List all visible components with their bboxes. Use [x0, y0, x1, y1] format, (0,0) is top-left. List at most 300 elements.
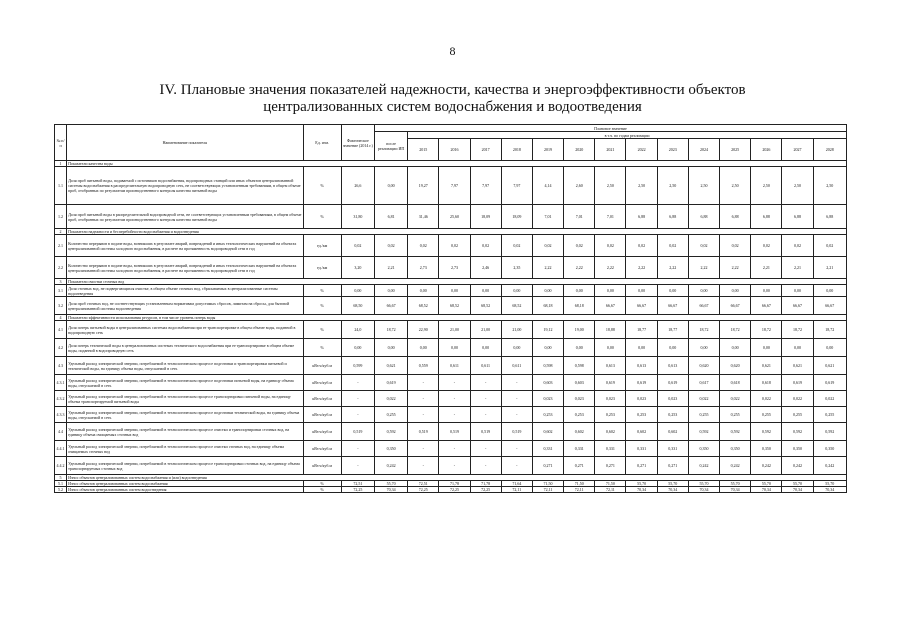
year-value: -	[470, 391, 501, 407]
year-value: 0,271	[595, 457, 626, 475]
unit-cell: кВт.ч/куб.м	[303, 357, 341, 375]
year-value: 0,02	[657, 235, 688, 257]
year-value: 0,602	[657, 423, 688, 441]
year-value: 0,611	[439, 357, 470, 375]
year-value: 66,67	[782, 297, 813, 315]
row-number: 3.1	[55, 285, 67, 297]
year-value: 18,72	[751, 321, 782, 339]
year-value: 0,02	[564, 235, 595, 257]
row-number: 5	[55, 475, 67, 481]
year-value: 0,00	[813, 339, 846, 357]
section-title: Износ объектов централизованных систем водоснабжения и (или) водоотведения	[67, 475, 847, 481]
year-value: 21,00	[501, 321, 532, 339]
header-year: 2020	[564, 139, 595, 161]
indicator-name: Удельный расход электрической энергии, потребляемой в технологическом процессе транспортировки сточных вод, на единицу объема транспортируемых сточных вод	[67, 457, 303, 475]
header-year: 2019	[532, 139, 563, 161]
year-value: 0,619	[626, 375, 657, 391]
year-value: 0,621	[751, 357, 782, 375]
year-value: 0,242	[688, 457, 719, 475]
year-value: 0,023	[626, 391, 657, 407]
year-value: 7,01	[564, 205, 595, 229]
year-value: 0,618	[720, 375, 751, 391]
year-value: 7,97	[439, 167, 470, 205]
table-row	[55, 487, 847, 493]
year-value: 55,70	[688, 481, 719, 487]
year-value: 71,78	[439, 481, 470, 487]
title-line-1: IV. Плановые значения показателей надежности, качества и энергоэффективности объектов	[159, 82, 746, 98]
year-value: 72,11	[595, 487, 626, 493]
year-value: 72,25	[408, 487, 439, 493]
row-number: 4.3.1	[55, 375, 67, 391]
year-value: 0,519	[408, 423, 439, 441]
year-value: 0,00	[439, 285, 470, 297]
year-value: 2,22	[532, 257, 563, 279]
year-value: 68,18	[532, 297, 563, 315]
indicator-name: Удельный расход электрической энергии, потребляемой в технологическом процессе очистки сточных вод, на единицу объема очищаемых сточных вод	[67, 441, 303, 457]
year-value: 0,602	[595, 423, 626, 441]
indicator-name: Доля сточных вод, не подвергающихся очистке, в общем объеме сточных вод, сбрасываемых в централизованные системы водоотведения	[67, 285, 303, 297]
year-value: 68,52	[408, 297, 439, 315]
year-value: 0,619	[782, 375, 813, 391]
year-value: 68,18	[564, 297, 595, 315]
year-value: 0,271	[564, 457, 595, 475]
year-value: -	[408, 457, 439, 475]
year-value: 18,77	[626, 321, 657, 339]
year-value: 0,519	[501, 423, 532, 441]
year-value: 0,02	[439, 235, 470, 257]
after-value: 0,00	[374, 339, 407, 357]
year-value: 0,022	[720, 391, 751, 407]
section-title: Показатели качества воды	[67, 161, 847, 167]
year-value: 70,34	[782, 487, 813, 493]
unit-cell: кВт.ч/куб.м	[303, 441, 341, 457]
fact-value: 72,25	[341, 487, 374, 493]
year-value: 0,271	[532, 457, 563, 475]
year-value: 2,22	[720, 257, 751, 279]
indicator-name: Удельный расход электрической энергии, потребляемой в технологическом процессе очистки и транспортировки сточных вод, на единицу объема очищаемых сточных вод	[67, 423, 303, 441]
year-value: -	[470, 457, 501, 475]
year-value: 6,88	[688, 205, 719, 229]
year-value: 2,22	[564, 257, 595, 279]
year-value: 0,255	[720, 407, 751, 423]
year-value: 0,255	[751, 407, 782, 423]
indicator-name: Доля проб питьевой воды, подаваемой с источников водоснабжения, водопроводных станций или иных объектов централизованной системы водоснабжения в распределительную водопроводную сеть, не соответствующих установленным требованиям, в общем объеме проб, отобранных по результатам производственного контроля качества питьевой воды	[67, 167, 303, 205]
after-value: 0,02	[374, 235, 407, 257]
table-row	[55, 285, 847, 297]
after-value: 0,242	[374, 457, 407, 475]
year-value: 0,350	[688, 441, 719, 457]
header-year: 2017	[470, 139, 501, 161]
year-value: 0,02	[720, 235, 751, 257]
year-value: 72,51	[408, 481, 439, 487]
year-value: 71,64	[501, 481, 532, 487]
table-row	[55, 457, 847, 475]
after-value: 0,255	[374, 407, 407, 423]
year-value: 0,592	[688, 423, 719, 441]
header-year: 2023	[657, 139, 688, 161]
year-value: 0,602	[532, 423, 563, 441]
year-value: -	[439, 375, 470, 391]
year-value: 70,34	[751, 487, 782, 493]
year-value: 0,253	[626, 407, 657, 423]
year-value: 0,00	[470, 339, 501, 357]
table-row	[55, 357, 847, 375]
fact-value: 0,00	[341, 339, 374, 357]
year-value: -	[470, 407, 501, 423]
table-row	[55, 235, 847, 257]
year-value: 18,77	[657, 321, 688, 339]
row-number: 3	[55, 279, 67, 285]
year-value: 68,52	[470, 297, 501, 315]
after-value: 55,70	[374, 481, 407, 487]
year-value: 0,613	[595, 357, 626, 375]
year-value: 19,27	[408, 167, 439, 205]
unit-cell: ед./км	[303, 257, 341, 279]
section-title: Показатели очистки сточных вод	[67, 279, 847, 285]
year-value: 0,331	[595, 441, 626, 457]
year-value: 0,022	[813, 391, 846, 407]
year-value: 0,00	[813, 285, 846, 297]
year-value: 0,242	[720, 457, 751, 475]
year-value: -	[439, 391, 470, 407]
year-value: 0,242	[813, 457, 846, 475]
year-value: 0,00	[595, 339, 626, 357]
year-value: 18,72	[720, 321, 751, 339]
year-value: 0,617	[688, 375, 719, 391]
year-value: 55,70	[751, 481, 782, 487]
section-title: Показатели эффективности использования ресурсов, в том числе уровень потерь воды	[67, 315, 847, 321]
year-value: 0,602	[564, 423, 595, 441]
year-value: 0,02	[470, 235, 501, 257]
year-value: 6,88	[626, 205, 657, 229]
after-value: 0,621	[374, 357, 407, 375]
header-year: 2015	[408, 139, 439, 161]
year-value: 0,255	[813, 407, 846, 423]
year-value: 0,022	[782, 391, 813, 407]
indicator-name: Удельный расход электрической энергии, потребляемой в технологическом процессе транспортировки питьевой воды, на единицу объема транспортируемой питьевой воды	[67, 391, 303, 407]
year-value: 0,613	[626, 357, 657, 375]
indicator-name: Износ объектов централизованных систем водоснабжения	[67, 481, 303, 487]
fact-value: -	[341, 457, 374, 475]
year-value: 0,602	[626, 423, 657, 441]
unit-cell: кВт.ч/куб.м	[303, 407, 341, 423]
after-value: 0,00	[374, 285, 407, 297]
row-number: 4.4.2	[55, 457, 67, 475]
year-value: 0,598	[564, 357, 595, 375]
year-value: 0,00	[626, 285, 657, 297]
year-value: 72,25	[439, 487, 470, 493]
year-value: 0,02	[626, 235, 657, 257]
year-value: 2,50	[813, 167, 846, 205]
year-value: 2,73	[408, 257, 439, 279]
row-number: 5.2	[55, 487, 67, 493]
year-value: 0,023	[657, 391, 688, 407]
year-value: 66,67	[720, 297, 751, 315]
year-value: 0,621	[782, 357, 813, 375]
year-value: 0,242	[782, 457, 813, 475]
year-value: 7,97	[501, 167, 532, 205]
year-value: 0,00	[751, 285, 782, 297]
after-value: 0,022	[374, 391, 407, 407]
year-value: 0,02	[595, 235, 626, 257]
indicator-name: Удельный расход электрической энергии, потребляемой в технологическом процессе подготовки питьевой воды, на единицу объема воды, отпускаемой в сеть	[67, 375, 303, 391]
year-value: 0,02	[782, 235, 813, 257]
after-value: 2,21	[374, 257, 407, 279]
year-value: 31,46	[408, 205, 439, 229]
year-value: 66,67	[813, 297, 846, 315]
year-value: 2,60	[564, 167, 595, 205]
year-value: 2,22	[626, 257, 657, 279]
after-value: 0,592	[374, 423, 407, 441]
indicator-name: Доля проб питьевой воды в распределительной водопроводной сети, не соответствующих установленным требованиям, в общем объеме проб, отобранных по результатам производственного контроля качества питьевой воды	[67, 205, 303, 229]
row-number: 4.3	[55, 357, 67, 375]
year-value: 66,67	[751, 297, 782, 315]
year-value: 6,88	[782, 205, 813, 229]
year-value: -	[408, 391, 439, 407]
year-value: 0,255	[688, 407, 719, 423]
header-year: 2016	[439, 139, 470, 161]
year-value: 4,14	[532, 167, 563, 205]
year-value: -	[439, 457, 470, 475]
year-value: 0,331	[657, 441, 688, 457]
year-value: 71,78	[470, 481, 501, 487]
year-value: 0,619	[657, 375, 688, 391]
year-value: 2,50	[657, 167, 688, 205]
year-value: -	[501, 441, 532, 457]
year-value: 0,592	[751, 423, 782, 441]
header-after: после реализации ИП	[374, 132, 407, 161]
year-value: 0,253	[564, 407, 595, 423]
row-number: 1.1	[55, 167, 67, 205]
year-value: 0,00	[751, 339, 782, 357]
row-number: 4.3.3	[55, 407, 67, 423]
table-row	[55, 167, 847, 205]
year-value: 0,598	[532, 357, 563, 375]
unit-cell: %	[303, 285, 341, 297]
table-row	[55, 257, 847, 279]
year-value: 18,09	[501, 205, 532, 229]
page-title	[130, 82, 775, 116]
row-number: 4.4.1	[55, 441, 67, 457]
table-row	[55, 375, 847, 391]
row-number: 5.1	[55, 481, 67, 487]
year-value: 0,619	[595, 375, 626, 391]
year-value: -	[408, 441, 439, 457]
year-value: 0,619	[813, 375, 846, 391]
unit-cell: %	[303, 205, 341, 229]
fact-value: -	[341, 391, 374, 407]
year-value: 0,00	[782, 285, 813, 297]
year-value: 0,253	[595, 407, 626, 423]
year-value: 0,255	[782, 407, 813, 423]
row-number: 1	[55, 161, 67, 167]
year-value: 0,613	[657, 357, 688, 375]
header-year: 2026	[751, 139, 782, 161]
header-year: 2022	[626, 139, 657, 161]
year-value: 0,331	[626, 441, 657, 457]
year-value: 55,70	[782, 481, 813, 487]
year-value: 2,46	[470, 257, 501, 279]
section-title: Показатели надежности и бесперебойности водоснабжения и водоотведения	[67, 229, 847, 235]
year-value: 0,00	[657, 285, 688, 297]
year-value: 0,271	[626, 457, 657, 475]
year-value: 55,70	[626, 481, 657, 487]
row-number: 4.3.2	[55, 391, 67, 407]
year-value: 70,34	[657, 487, 688, 493]
unit-cell: кВт.ч/куб.м	[303, 457, 341, 475]
year-value: 2,50	[782, 167, 813, 205]
year-value: 0,00	[532, 285, 563, 297]
year-value: -	[439, 407, 470, 423]
year-value: 18,72	[688, 321, 719, 339]
year-value: 19,00	[564, 321, 595, 339]
year-value: -	[470, 441, 501, 457]
year-value: 2,50	[720, 167, 751, 205]
year-value: 55,70	[657, 481, 688, 487]
year-value: 72,11	[532, 487, 563, 493]
year-value: 0,621	[813, 357, 846, 375]
fact-value: 72,51	[341, 481, 374, 487]
fact-value: 0,599	[341, 357, 374, 375]
year-value: 2,21	[813, 257, 846, 279]
year-value: 0,02	[813, 235, 846, 257]
year-value: 68,52	[501, 297, 532, 315]
unit-cell: %	[303, 487, 341, 493]
year-value: 0,00	[408, 339, 439, 357]
year-value: 0,00	[720, 339, 751, 357]
unit-cell: кВт.ч/куб.м	[303, 375, 341, 391]
year-value: 7,01	[595, 205, 626, 229]
year-value: 0,592	[813, 423, 846, 441]
fact-value: 26,6	[341, 167, 374, 205]
header-plan: Плановое значение	[374, 125, 846, 132]
year-value: 25,60	[439, 205, 470, 229]
year-value: 0,611	[501, 357, 532, 375]
year-value: 0,02	[688, 235, 719, 257]
year-value: 71,50	[532, 481, 563, 487]
table-row	[55, 441, 847, 457]
unit-cell: %	[303, 167, 341, 205]
year-value: 66,67	[688, 297, 719, 315]
after-value: 0,619	[374, 375, 407, 391]
year-value: 72,25	[470, 487, 501, 493]
fact-value: 3,20	[341, 257, 374, 279]
year-value: 0,00	[626, 339, 657, 357]
header-name: Наименование показателя	[67, 125, 303, 161]
year-value: 71,50	[595, 481, 626, 487]
year-value: 70,34	[813, 487, 846, 493]
indicator-name: Удельный расход электрической энергии, потребляемой в технологическом процессе подготовки и транспортировки питьевой и технической воды, на единицу объема воды, отпускаемой в сеть	[67, 357, 303, 375]
row-number: 2.2	[55, 257, 67, 279]
year-value: 0,00	[657, 339, 688, 357]
after-value: 18,72	[374, 321, 407, 339]
fact-value: 68,50	[341, 297, 374, 315]
fact-value: -	[341, 407, 374, 423]
year-value: 0,023	[595, 391, 626, 407]
year-value: 66,67	[626, 297, 657, 315]
row-number: 4	[55, 315, 67, 321]
after-value: 0,00	[374, 167, 407, 205]
year-value: 0,02	[501, 235, 532, 257]
row-number: 4.1	[55, 321, 67, 339]
year-value: 0,00	[595, 285, 626, 297]
year-value: 0,618	[751, 375, 782, 391]
year-value: -	[501, 457, 532, 475]
year-value: 0,271	[657, 457, 688, 475]
year-value: 0,00	[532, 339, 563, 357]
year-value: 0,00	[501, 339, 532, 357]
year-value: 0,00	[439, 339, 470, 357]
year-value: 0,350	[782, 441, 813, 457]
year-value: 0,023	[564, 391, 595, 407]
table-row	[55, 339, 847, 357]
year-value: 0,519	[470, 423, 501, 441]
year-value: 0,02	[751, 235, 782, 257]
unit-cell: %	[303, 321, 341, 339]
year-value: 18,72	[813, 321, 846, 339]
row-number: 4.2	[55, 339, 67, 357]
year-value: 18,88	[595, 321, 626, 339]
unit-cell: %	[303, 481, 341, 487]
indicators-table	[54, 124, 847, 493]
year-value: 22,90	[408, 321, 439, 339]
year-value: 0,00	[470, 285, 501, 297]
year-value: -	[501, 391, 532, 407]
header-num: № п/п	[55, 125, 67, 161]
year-value: 2,73	[439, 257, 470, 279]
year-value: 2,50	[751, 167, 782, 205]
fact-value: 31,80	[341, 205, 374, 229]
year-value: 0,620	[688, 357, 719, 375]
year-value: 0,00	[782, 339, 813, 357]
table-row	[55, 423, 847, 441]
year-value: 0,620	[720, 357, 751, 375]
year-value: 0,02	[408, 235, 439, 257]
table-row	[55, 391, 847, 407]
year-value: 0,022	[751, 391, 782, 407]
year-value: 21,00	[470, 321, 501, 339]
year-value: 6,88	[813, 205, 846, 229]
table-row	[55, 205, 847, 229]
year-value: 6,88	[720, 205, 751, 229]
year-value: 66,67	[595, 297, 626, 315]
after-value: 66,67	[374, 297, 407, 315]
header-year: 2021	[595, 139, 626, 161]
row-number: 2	[55, 229, 67, 235]
year-value: -	[501, 375, 532, 391]
year-value: -	[470, 375, 501, 391]
year-value: 0,022	[688, 391, 719, 407]
year-value: 55,70	[720, 481, 751, 487]
after-value: 6,81	[374, 205, 407, 229]
header-fact: Фактическое значение (2014 г.)	[341, 125, 374, 161]
table-row	[55, 297, 847, 315]
row-number: 2.1	[55, 235, 67, 257]
year-value: 0,559	[408, 357, 439, 375]
header-year: 2024	[688, 139, 719, 161]
year-value: 72,11	[501, 487, 532, 493]
year-value: 0,611	[470, 357, 501, 375]
year-value: 0,592	[720, 423, 751, 441]
year-value: 0,00	[688, 339, 719, 357]
year-value: 0,00	[564, 339, 595, 357]
year-value: 72,11	[564, 487, 595, 493]
year-value: 2,35	[501, 257, 532, 279]
year-value: 0,350	[720, 441, 751, 457]
year-value: 2,50	[595, 167, 626, 205]
year-value: 0,02	[532, 235, 563, 257]
row-number: 3.2	[55, 297, 67, 315]
